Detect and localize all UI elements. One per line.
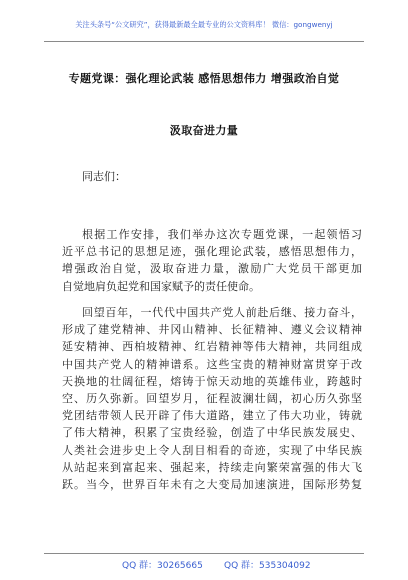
footer-divider [44, 553, 364, 554]
paragraph-line: 从站起来到富起来、强起来，持续走向繁荣富强的伟大飞 [62, 460, 362, 474]
footer-qq-group-2: QQ 群：535304092 [224, 561, 311, 571]
footer-qq-group-1: QQ 群：30265665 [122, 561, 203, 571]
paragraph-2 [62, 304, 362, 493]
paragraph-line: 了伟大精神，积累了宝贵经验，创造了中华民族发展史、 [62, 426, 362, 440]
paragraph-line: 根据工作安排，我们举办这次专题党课，一起领悟习 [82, 228, 362, 241]
paragraph-line: 跃。当今，世界百年未有之大变局加速演进，国际形势复 [62, 477, 362, 491]
doc-title-line-2: 汲取奋进力量 [169, 124, 239, 137]
paragraph-line: 延安精神、西柏坡精神、红岩精神等伟大精神，共同组成 [62, 340, 362, 354]
paragraph-line: 天换地的壮阔征程，熔铸于惊天动地的英雄伟业，跨越时 [62, 374, 362, 388]
header-divider [44, 41, 364, 42]
doc-title-line-1: 专题党课：强化理论武装 感悟思想伟力 增强政治自觉 [68, 72, 340, 85]
paragraph-1 [62, 226, 362, 295]
paragraph-line: 回望百年，一代代中国共产党人前赴后继、接力奋斗， [82, 306, 362, 319]
paragraph-line: 形成了建党精神、井冈山精神、长征精神、遵义会议精神 [62, 323, 362, 337]
paragraph-line: 增强政治自觉，汲取奋进力量，激励广大党员干部更加 [62, 262, 362, 276]
paragraph-line: 空、历久弥新。回望岁月，征程波澜壮阔，初心历久弥坚 [62, 391, 362, 405]
greeting: 同志们： [82, 170, 126, 183]
paragraph-line: 近平总书记的思想足迹，强化理论武装，感悟思想伟力， [62, 245, 362, 259]
paragraph-line: 中国共产党人的精神谱系。这些宝贵的精神财富贯穿于改 [62, 357, 362, 371]
paragraph-line: 人类社会进步史上令人刮目相看的奇迹，实现了中华民族 [62, 443, 362, 457]
paragraph-line: 党团结带领人民开辟了伟大道路，建立了伟大功业，铸就 [62, 409, 362, 423]
paragraph-line: 自觉地肩负起党和国家赋予的责任使命。 [62, 279, 260, 293]
page-header: 关注头条号“公文研究”，获得最新最全最专业的公文资料库！ 微信：gongwenyj [75, 20, 333, 29]
